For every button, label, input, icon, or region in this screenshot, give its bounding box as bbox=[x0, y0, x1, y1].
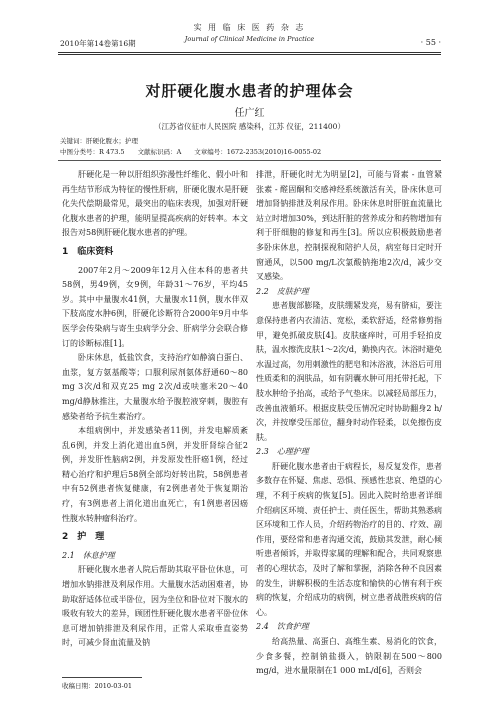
paragraph: 肝硬化腹水患者由于病程长，易反复发作，患者多数存在怀疑、焦虑、恐惧、预感性悲哀、绝望的心理，不利于疾病的恢复[5]。因此入院时给患者详细介绍病区环境、责任护士、责任医生，帮助其熟悉病区环境和工作人员，介绍药物治疗的目的、疗效、副作用，要经常和患者沟通交流，鼓励其发泄，耐心倾听患者倾诉，并取得家属的理解和配合，共同观察患者的心理状态，及时了解和掌握，消除各种不良因素的发生，讲解积极的生活态度和愉快的心情有利于疾病的恢复，介绍成功的病例，树立患者战胜疾病的信心。 bbox=[256, 461, 442, 617]
left-column bbox=[62, 168, 248, 651]
paragraph: 患者腹部膨隆，皮肤绷紧发亮，易有脐疝，要注意保持患者内衣清洁、宽松，柔软舒适，经常修剪指甲，避免抓破皮肤[4]。皮肤瘙痒时，可用手轻拍皮肤，温水擦洗皮肤1～2次/d，勤换内衣。沐浴时避免水温过高，勿用刺激性的肥皂和沐浴液，沐浴后可用性质柔和的润肤品，如有阴囊水肿可用托带托起，下肢水肿给予抬高，或给予气垫床。以减轻局部压力，改善血液循环。根据皮肤受压情况定时协助翻身2 h/次，并按摩受压部位，翻身时动作轻柔，以免擦伤皮肤。 bbox=[256, 301, 442, 442]
footnote-rule bbox=[62, 677, 142, 678]
paragraph: 本组病例中，并发感染者11例，并发电解质紊乱6例，并发上消化道出血5例，并发肝肾综合征2例，并发肝性脑病2例，并发原发性肝癌1例，经过精心治疗和护理后58例全部均好转出院，58例患者中有52例患者恢复健康，有2例患者处于恢复期治疗，有3例患者上消化道出血死亡，有1例患者因癌性腹水转肿瘤科治疗。 bbox=[62, 426, 248, 523]
journal-name-cn: 实 用 临 床 医 药 杂 志 bbox=[193, 23, 306, 32]
paragraph: 肝硬化腹水患者人院后帮助其取平卧位休息，可增加水钠排泄及利尿作用。大量腹水活动困难者，协助取舒适体位或半卧位，因为坐位和卧位对下腹水的吸收有较大的差异，顾团性肝硬化腹水患者平卧位休息可增加钠排泄及利尿作用，正常人采取垂直姿势时，可减少肾血流量及钠 bbox=[62, 565, 248, 648]
classification: 中图分类号：R 473.5 文献标识码：A 文章编号：1672-2353(2010)16-0055-02 bbox=[60, 148, 322, 156]
paragraph: 2007年2月～2009年12月入住本科的患者共58例，男49例，女9例，年龄31～76岁，平均45岁。其中中量腹水41例，大量腹水11例，腹水伴双下肢高度水肿6例，肝硬化诊断符合2000年9月中华医学会传染病与寄生虫病学分会、肝病学分会联合修订的诊断标准[1]。 bbox=[62, 265, 248, 348]
article-title: 对肝硬化腹水患者的护理体会 bbox=[145, 82, 354, 100]
intro-paragraph: 肝硬化是一种以肝组织弥漫性纤维化、假小叶和再生结节形成为特征的慢性肝病，肝硬化腹水是肝硬化失代偿期最常见，最突出的临床表现，加强对肝硬化腹水患者的护理，能明显提高疾病的好转率。本文报告对58例肝硬化腹水患者的护理。 bbox=[62, 170, 248, 238]
journal-name-en: Journal of Clinical Medicine in Practice bbox=[184, 35, 315, 43]
subsection-heading-skin: 2.2 皮肤护理 bbox=[256, 286, 309, 296]
meta-rule bbox=[58, 160, 441, 161]
subsection-heading-diet: 2.4 饮食护理 bbox=[256, 622, 309, 632]
article-meta bbox=[60, 136, 321, 158]
header-rule bbox=[58, 52, 441, 53]
paragraph: 卧床休息，低盐饮食，支持治疗如静滴白蛋白、血浆，复方氨基酸等；口服利尿剂氨体舒通60～80 mg 3次/d和双克25 mg 2次/d或呋塞米20～40 mg/d静脉推注，大量腹水给予腹腔液穿刺，腹腔有感染者给予抗生素治疗。 bbox=[62, 353, 248, 421]
subsection-heading-psychology: 2.3 心理护理 bbox=[256, 447, 309, 457]
received-date: 收稿日期：2010-03-01 bbox=[62, 682, 132, 690]
section-heading-nursing: 2 护 理 bbox=[62, 532, 105, 543]
keywords: 关键词：肝硬化腹水；护理 bbox=[60, 137, 138, 145]
page-number: · 55 · bbox=[420, 38, 441, 47]
right-column bbox=[256, 168, 442, 679]
author: 任广红 bbox=[234, 108, 265, 119]
paragraph: 给高热量、高蛋白、高维生素、易消化的饮食，少食多餐，控制钠盐摄入，钠限制在500～800 mg/d，进水量限制在1 000 mL/d[6]，否则会 bbox=[256, 637, 442, 676]
issue-info: 2010年第14卷第16期 bbox=[60, 39, 136, 48]
affiliation: （江苏省仪征市人民医院 感染科，江苏 仪征，211400） bbox=[154, 122, 345, 131]
header-rule-thin bbox=[58, 54, 441, 55]
paragraph: 排泄，肝硬化时尤为明显[2]，可能与肾素 - 血管紧张素 - 醛固酮和交感神经系统激活有关，卧床休息可增加肾钠排泄及利尿作用。卧床休息时肝脏血流量比站立时增加30%，到达肝脏的营养成分和药物增加有利于肝细胞的修复和再生[3]。所以应积极鼓励患者多卧床休息，控制探视和陪护人员，病室每日定时开窗通风，以500 mg/L次氯酸钠拖地2次/d，减少交叉感染。 bbox=[256, 170, 442, 282]
section-heading-clinical-data: 1 临床资料 bbox=[62, 246, 114, 257]
subsection-heading-rest: 2.1 休息护理 bbox=[62, 550, 115, 560]
